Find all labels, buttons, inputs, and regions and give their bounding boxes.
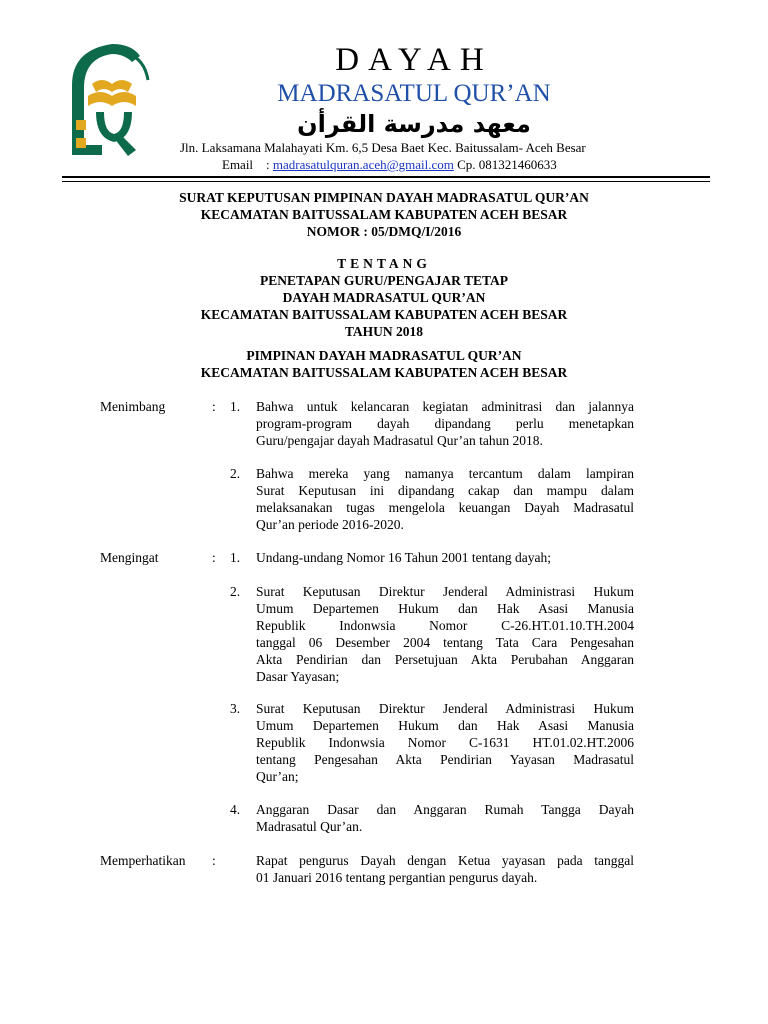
institution-subtitle: MADRASATUL QUR’AN	[277, 80, 551, 107]
mengingat-num-1: 1.	[230, 550, 241, 565]
text-line: program-program dayah dipandang perlu menetapkan	[256, 416, 634, 431]
tentang-block	[60, 255, 708, 340]
text-line: Umum Departemen Hukum dan Hak Asasi Manusia	[256, 601, 634, 616]
text-line: Madrasatul Qur’an.	[256, 819, 363, 834]
text-line: Guru/pengajar dayah Madrasatul Qur’an tahun 2018.	[256, 433, 543, 448]
mengingat-num-3: 3.	[230, 701, 241, 716]
email-label: Email :	[222, 157, 273, 172]
institution-arabic-name: معهد مدرسة القرأن	[297, 110, 531, 138]
menimbang-num-1: 1.	[230, 399, 241, 414]
tentang-line-3: KECAMATAN BAITUSSALAM KABUPATEN ACEH BESAR	[200, 307, 568, 322]
menimbang-item-1	[256, 398, 634, 449]
decree-heading	[60, 189, 708, 240]
menimbang-item-2	[256, 465, 634, 533]
contact-line	[222, 157, 557, 173]
text-line: Surat Keputusan ini dipandang cakap dan mampu dalam	[256, 483, 634, 498]
decree-number: NOMOR : 05/DMQ/I/2016	[306, 224, 462, 239]
text-line: melaksanakan tugas mengelola keuangan Dayah Madrasatul	[256, 500, 634, 515]
text-line: 01 Januari 2016 tentang pergantian pengurus dayah.	[256, 870, 538, 885]
header-rule-thin	[62, 181, 710, 182]
tentang-line-1: PENETAPAN GURU/PENGAJAR TETAP	[259, 273, 508, 288]
text-line: Bahwa untuk kelancaran kegiatan adminitrasi dan jalannya	[256, 399, 634, 414]
menimbang-label: Menimbang	[100, 399, 166, 414]
text-line: Republik Indonwsia Nomor C-1631 HT.01.02.HT.2006	[256, 735, 634, 750]
mengingat-colon: :	[212, 550, 216, 565]
text-line: tentang Pengesahan Akta Pendirian Yayasan Madrasatul	[256, 752, 634, 767]
decree-line-2: KECAMATAN BAITUSSALAM KABUPATEN ACEH BESAR	[200, 207, 568, 222]
text-line: Rapat pengurus Dayah dengan Ketua yayasan pada tanggal	[256, 853, 634, 868]
text-line: tanggal 06 Desember 2004 tentang Tata Cara Pengesahan	[256, 635, 634, 650]
mengingat-item-4	[256, 801, 634, 835]
mengingat-item-2	[256, 583, 634, 685]
institution-title: DAYAH	[335, 42, 493, 78]
mengingat-num-2: 2.	[230, 584, 241, 599]
memperhatikan-text	[256, 852, 634, 886]
text-line: Umum Departemen Hukum dan Hak Asasi Manusia	[256, 718, 634, 733]
menimbang-colon: :	[212, 399, 216, 414]
email-link[interactable]: madrasatulquran.aceh@gmail.com	[272, 157, 454, 172]
pimpinan-line-1: PIMPINAN DAYAH MADRASATUL QUR’AN	[246, 348, 522, 363]
tentang-heading: TENTANG	[337, 256, 431, 271]
pimpinan-line-2: KECAMATAN BAITUSSALAM KABUPATEN ACEH BESAR	[200, 365, 568, 380]
mengingat-num-4: 4.	[230, 802, 241, 817]
text-line: Anggaran Dasar dan Anggaran Rumah Tangga Dayah	[256, 802, 634, 817]
text-line: Republik Indonwsia Nomor C-26.HT.01.10.TH.2004	[256, 618, 634, 633]
header-rule-thick	[62, 176, 710, 178]
memperhatikan-colon: :	[212, 853, 216, 868]
tentang-line-4: TAHUN 2018	[344, 324, 424, 339]
decree-line-1: SURAT KEPUTUSAN PIMPINAN DAYAH MADRASATUL QUR’AN	[179, 190, 589, 205]
memperhatikan-label: Memperhatikan	[100, 853, 186, 868]
tentang-line-2: DAYAH MADRASATUL QUR’AN	[282, 290, 486, 305]
text-line: Undang-undang Nomor 16 Tahun 2001 tentang dayah;	[256, 550, 551, 565]
pimpinan-block	[60, 347, 708, 381]
menimbang-num-2: 2.	[230, 466, 241, 481]
text-line: Surat Keputusan Direktur Jenderal Administrasi Hukum	[256, 701, 634, 716]
mengingat-item-1	[256, 549, 634, 566]
institution-address: Jln. Laksamana Malahayati Km. 6,5 Desa Baet Kec. Baitussalam- Aceh Besar	[180, 140, 586, 155]
phone-number: Cp. 081321460633	[453, 157, 557, 172]
text-line: Akta Pendirian dan Persetujuan Akta Perubahan Anggaran	[256, 652, 634, 667]
text-line: Surat Keputusan Direktur Jenderal Administrasi Hukum	[256, 584, 634, 599]
text-line: Qur’an;	[256, 769, 299, 784]
text-line: Bahwa mereka yang namanya tercantum dalam lampiran	[256, 466, 634, 481]
text-line: Qur’an periode 2016-2020.	[256, 517, 404, 532]
mengingat-label: Mengingat	[100, 550, 159, 565]
mengingat-item-3	[256, 700, 634, 785]
text-line: Dasar Yayasan;	[256, 669, 340, 684]
